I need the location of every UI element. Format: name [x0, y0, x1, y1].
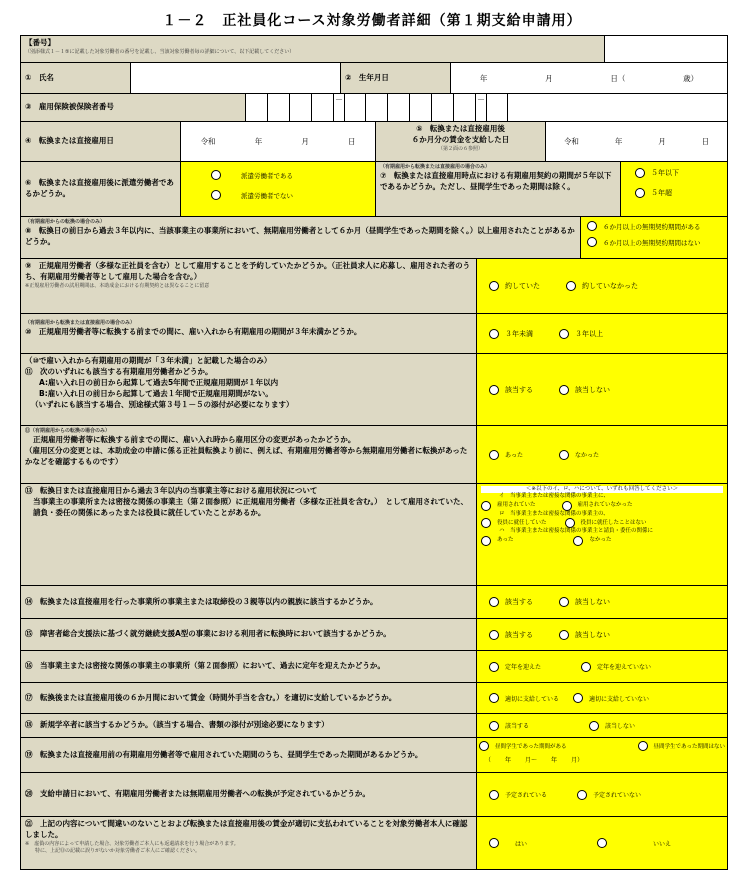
wage-date-input[interactable]: 令和 年 月 日 — [546, 122, 727, 161]
q9-opt1[interactable]: 約していた — [489, 281, 540, 291]
q16-label: ⑯ 当事業主または密接な関係の事業主の事業所（第２面参照）において、過去に定年を迎えたかどうか。 — [21, 651, 477, 682]
radio-icon[interactable] — [489, 597, 499, 607]
q13a-opt2[interactable]: 雇用されていなかった — [562, 501, 633, 511]
q11-row: （⑩で雇い入れから有期雇用の期間が「３年未満」と記載した場合のみ） ⑪ 次のいずれにも該当する有期雇用労働者かどうか。 A:雇い入れ日の前日から起算して過去5年間で正規雇用期間が１年以内 B:雇い入れ日の前日から起算して過去１年間で正規雇用期間がない。 （いずれにも該当する場合、別途様式第３号１－５の添付が必要になります） 該当する 該当しない — [21, 354, 727, 426]
q20-opt1[interactable]: 予定されている — [489, 790, 547, 800]
radio-icon[interactable] — [635, 188, 645, 198]
q20-label: ⑳ 支給申請日において、有期雇用労働者または無期雇用労働者への転換が予定されているかどうか。 — [21, 773, 477, 816]
radio-icon[interactable] — [559, 450, 569, 460]
q14-opt1[interactable]: 該当する — [489, 597, 533, 607]
radio-icon[interactable] — [489, 281, 499, 291]
q17-label: ⑰ 転換後または直接雇用後の６か月間において賃金（時間外手当を含む。）を適切に支給しているかどうか。 — [21, 683, 477, 713]
radio-icon[interactable] — [489, 385, 499, 395]
radio-icon[interactable] — [589, 721, 599, 731]
q12-opt2[interactable]: なかった — [559, 450, 599, 460]
q8-label: ⑧ 転換日の前日から過去３年以内に、当該事業主の事業所において、無期雇用労働者として６か月（昼間学生であった期間を除く。）以上雇用されたことがあるかどうか。 — [25, 226, 575, 247]
q17-row — [21, 683, 727, 714]
q15-row — [21, 619, 727, 651]
q21-no[interactable]: いいえ — [597, 838, 671, 848]
q12-opt1[interactable]: あった — [489, 450, 523, 460]
radio-icon[interactable] — [489, 838, 499, 848]
q16-row — [21, 651, 727, 683]
q8-opt1[interactable]: ６か月以上の無期契約期間がある — [587, 221, 701, 231]
period-under-5[interactable]: ５年以下 — [635, 168, 701, 178]
q15-opt1[interactable]: 該当する — [489, 630, 533, 640]
q13b-opt2[interactable]: 役員に就任したことはない — [565, 518, 647, 528]
radio-icon[interactable] — [581, 662, 591, 672]
radio-icon[interactable] — [479, 741, 489, 751]
number-note: （別添様式１－１⑤に記載した対象労働者の番号を記載し、当該対象労働者毎の詳細について、以下記載してください） — [25, 48, 295, 55]
q19-opt1[interactable]: 昼間学生であった期間がある — [479, 741, 566, 751]
q14-row — [21, 586, 727, 619]
q17-opt1[interactable]: 適切に支給している — [489, 693, 559, 703]
q8-row: （有期雇用からの転換の場合のみ） ⑧ 転換日の前日から過去３年以内に、当該事業主の事業所において、無期雇用労働者として６か月（昼間学生であった期間を除く。）以上雇用されたことがあるかどうか。 ６か月以上の無期契約期間がある ６か月以上の無期契約期間はない — [21, 217, 727, 259]
q16-opt2[interactable]: 定年を迎えていない — [581, 662, 651, 672]
radio-icon[interactable] — [635, 168, 645, 178]
conversion-date-row: ④ 転換または直接雇用日 令和 年 月 日 ⑤ 転換または直接雇用後 ６か月分の賃金を支給した日 （第２面の６参照） 令和 年 月 日 — [21, 122, 727, 162]
q21-yes[interactable]: はい — [489, 838, 527, 848]
conversion-date-label: ④ 転換または直接雇用日 — [21, 122, 181, 161]
radio-icon[interactable] — [481, 518, 491, 528]
radio-icon[interactable] — [638, 741, 648, 751]
radio-icon[interactable] — [489, 450, 499, 460]
dispatch-label: ⑥ 転換または直接雇用後に派遣労働者であるかどうか。 — [21, 162, 181, 216]
number-row — [21, 36, 727, 63]
q9-opt2[interactable]: 約していなかった — [566, 281, 638, 291]
q17-opt2[interactable]: 適切に支給していない — [573, 693, 649, 703]
radio-icon[interactable] — [559, 597, 569, 607]
name-dob-row — [21, 63, 727, 94]
radio-icon[interactable] — [597, 838, 607, 848]
q19-opt2[interactable]: 昼間学生であった期間はない — [638, 741, 725, 751]
dispatch-yes[interactable]: 派遣労働者である — [211, 170, 349, 180]
insurance-row — [21, 94, 727, 122]
radio-icon[interactable] — [489, 693, 499, 703]
q10-row: （有期雇用から転換または直接雇用の場合のみ） ⑩ 正規雇用労働者等に転換する前までの間に、雇い入れから有期雇用の期間が３年未満かどうか。 ３年未満 ３年以上 — [21, 314, 727, 354]
insurance-label: ③ 雇用保険被保険者番号 — [21, 94, 246, 121]
q20-opt2[interactable]: 予定されていない — [577, 790, 641, 800]
number-input[interactable] — [605, 36, 727, 62]
q13a-opt1[interactable]: 雇用されていた — [481, 501, 536, 511]
name-label: ① 氏名 — [21, 63, 131, 93]
q11-opt2[interactable]: 該当しない — [559, 385, 610, 395]
radio-icon[interactable] — [481, 536, 491, 546]
radio-icon[interactable] — [489, 790, 499, 800]
q19-row — [21, 738, 727, 773]
radio-icon[interactable] — [489, 630, 499, 640]
q13c-opt1[interactable]: あった — [481, 536, 513, 546]
q15-label: ⑮ 障害者総合支援法に基づく就労継続支援A型の事業における利用者に転換時において該当するかどうか。 — [21, 619, 477, 650]
q18-opt2[interactable]: 該当しない — [589, 721, 635, 731]
q12-row: ⑫（有期雇用からの転換の場合のみ） 正規雇用労働者等に転換する前までの間に、雇い入れ時から雇用区分の変更があったかどうか。 （雇用区分の変更とは、本助成金の申請に係る正社員転換より前に、例えば、有期雇用労働者等から無期雇用労働者に転換があったかなどを確認するものです） あった なかった — [21, 426, 727, 484]
radio-icon[interactable] — [481, 501, 491, 511]
radio-icon[interactable] — [559, 385, 569, 395]
page-title: １－２ 正社員化コース対象労働者詳細（第１期支給申請用） — [162, 13, 582, 29]
conversion-date-input[interactable]: 令和 年 月 日 — [181, 122, 376, 161]
dob-input[interactable]: 年 月 日（ 歳） — [451, 63, 727, 93]
q11-opt1[interactable]: 該当する — [489, 385, 533, 395]
q10-opt1[interactable]: ３年未満 — [489, 329, 533, 339]
q14-label: ⑭ 転換または直接雇用を行った事業所の事業主または取締役の３親等以内の親族に該当するかどうか。 — [21, 586, 477, 618]
q14-opt2[interactable]: 該当しない — [559, 597, 610, 607]
insurance-number-input[interactable]: － － — [246, 94, 727, 121]
q21-label: ㉑ 上記の内容について間違いのないことおよび転換または直接雇用後の賃金が適切に支払われていることを対象労働者本人に確認しました。 — [25, 819, 468, 839]
q20-row — [21, 773, 727, 817]
q18-label: ⑱ 新規学卒者に該当するかどうか。（該当する場合、書類の添付が別途必要になります） — [21, 714, 477, 737]
q10-label: ⑩ 正規雇用労働者等に転換する前までの間に、雇い入れから有期雇用の期間が３年未満かどうか。 — [25, 327, 362, 337]
radio-icon[interactable] — [565, 518, 575, 528]
radio-icon[interactable] — [566, 281, 576, 291]
radio-icon[interactable] — [573, 693, 583, 703]
worker-detail-form — [20, 35, 728, 870]
q13c-opt2[interactable]: なかった — [573, 536, 611, 546]
q18-opt1[interactable]: 該当する — [489, 721, 529, 731]
radio-icon[interactable] — [211, 170, 221, 180]
q8-opt2[interactable]: ６か月以上の無期契約期間はない — [587, 237, 701, 247]
radio-icon[interactable] — [562, 501, 572, 511]
q13-row: ⑬ 転換日または直接雇用日から過去３年以内の当事業主等における雇用状況について 当事業主の事業所または密接な関係の事業主（第２面参照）に正規雇用労働者（多様な正社員を含む。） として雇用されていた、請負・委任の関係にあったまたは役員に就任していたことがあるか。 ＜※以下のイ、ロ、ハについて、いずれも回答してください＞ イ 当事業主または密接な関係の事業主に、 雇用されていた 雇用されていなかった ロ 当事業主または密接な関係の事業主の、 役員に就任していた 役員に就任したことはない ハ 当事業主または密接な関係の事業主と請負・委任の関係に あった なかった — [21, 484, 727, 586]
number-label: 【番号】 — [25, 38, 55, 47]
radio-icon[interactable] — [211, 190, 221, 200]
period-over-5[interactable]: ５年超 — [635, 188, 701, 198]
q15-opt2[interactable]: 該当しない — [559, 630, 610, 640]
q16-opt1[interactable]: 定年を迎えた — [489, 662, 541, 672]
q19-label: ⑲ 転換または直接雇用前の有期雇用労働者等で雇用されていた期間のうち、昼間学生であった期間があるかどうか。 — [21, 738, 477, 772]
radio-icon[interactable] — [489, 329, 499, 339]
radio-icon[interactable] — [577, 790, 587, 800]
radio-icon[interactable] — [559, 329, 569, 339]
q13b-opt1[interactable]: 役員に就任していた — [481, 518, 547, 528]
q10-opt2[interactable]: ３年以上 — [559, 329, 603, 339]
q19-period[interactable]: （ 年 月～ 年 月） — [485, 757, 584, 764]
q18-row — [21, 714, 727, 738]
radio-icon[interactable] — [489, 721, 499, 731]
q21-row: ㉑ 上記の内容について間違いのないことおよび転換または直接雇用後の賃金が適切に支払われていることを対象労働者本人に確認しました。 ※ 虚偽の内容によって申請した場合、対象労働者ご本人にも返還請求を行う場合があります。 特に、上記⑬の記載に誤りがないか対象労働者ご本人にご確認ください。 はい いいえ — [21, 817, 727, 869]
q9-label: ⑨ 正規雇用労働者（多様な正社員を含む）として雇用することを予約していたかどうか。（正社員求人に応募し、雇用された者のうち、有期雇用労働者等として雇用した場合を含む。） — [25, 261, 471, 281]
radio-icon[interactable] — [573, 536, 583, 546]
dispatch-row: ⑥ 転換または直接雇用後に派遣労働者であるかどうか。 派遣労働者である 派遣労働者でない （有期雇用から転換または直接雇用の場合のみ） ⑦ 転換または直接雇用時点における有期雇用契約の期間が５年以下であるかどうか。ただし、昼間学生であった期間は除く。 ５年以下 ５年超 — [21, 162, 727, 217]
dob-label: ② 生年月日 — [341, 63, 451, 93]
radio-icon[interactable] — [587, 221, 597, 231]
name-input[interactable] — [131, 63, 341, 93]
radio-icon[interactable] — [559, 630, 569, 640]
radio-icon[interactable] — [489, 662, 499, 672]
dispatch-no[interactable]: 派遣労働者でない — [211, 190, 349, 200]
q9-row: ⑨ 正規雇用労働者（多様な正社員を含む）として雇用することを予約していたかどうか。（正社員求人に応募し、雇用された者のうち、有期雇用労働者等として雇用した場合を含む。） ※正規雇用労働者の試用期間は、本助成金における有期契約とは異なることに留意 約していた 約していなかった — [21, 259, 727, 314]
radio-icon[interactable] — [587, 237, 597, 247]
